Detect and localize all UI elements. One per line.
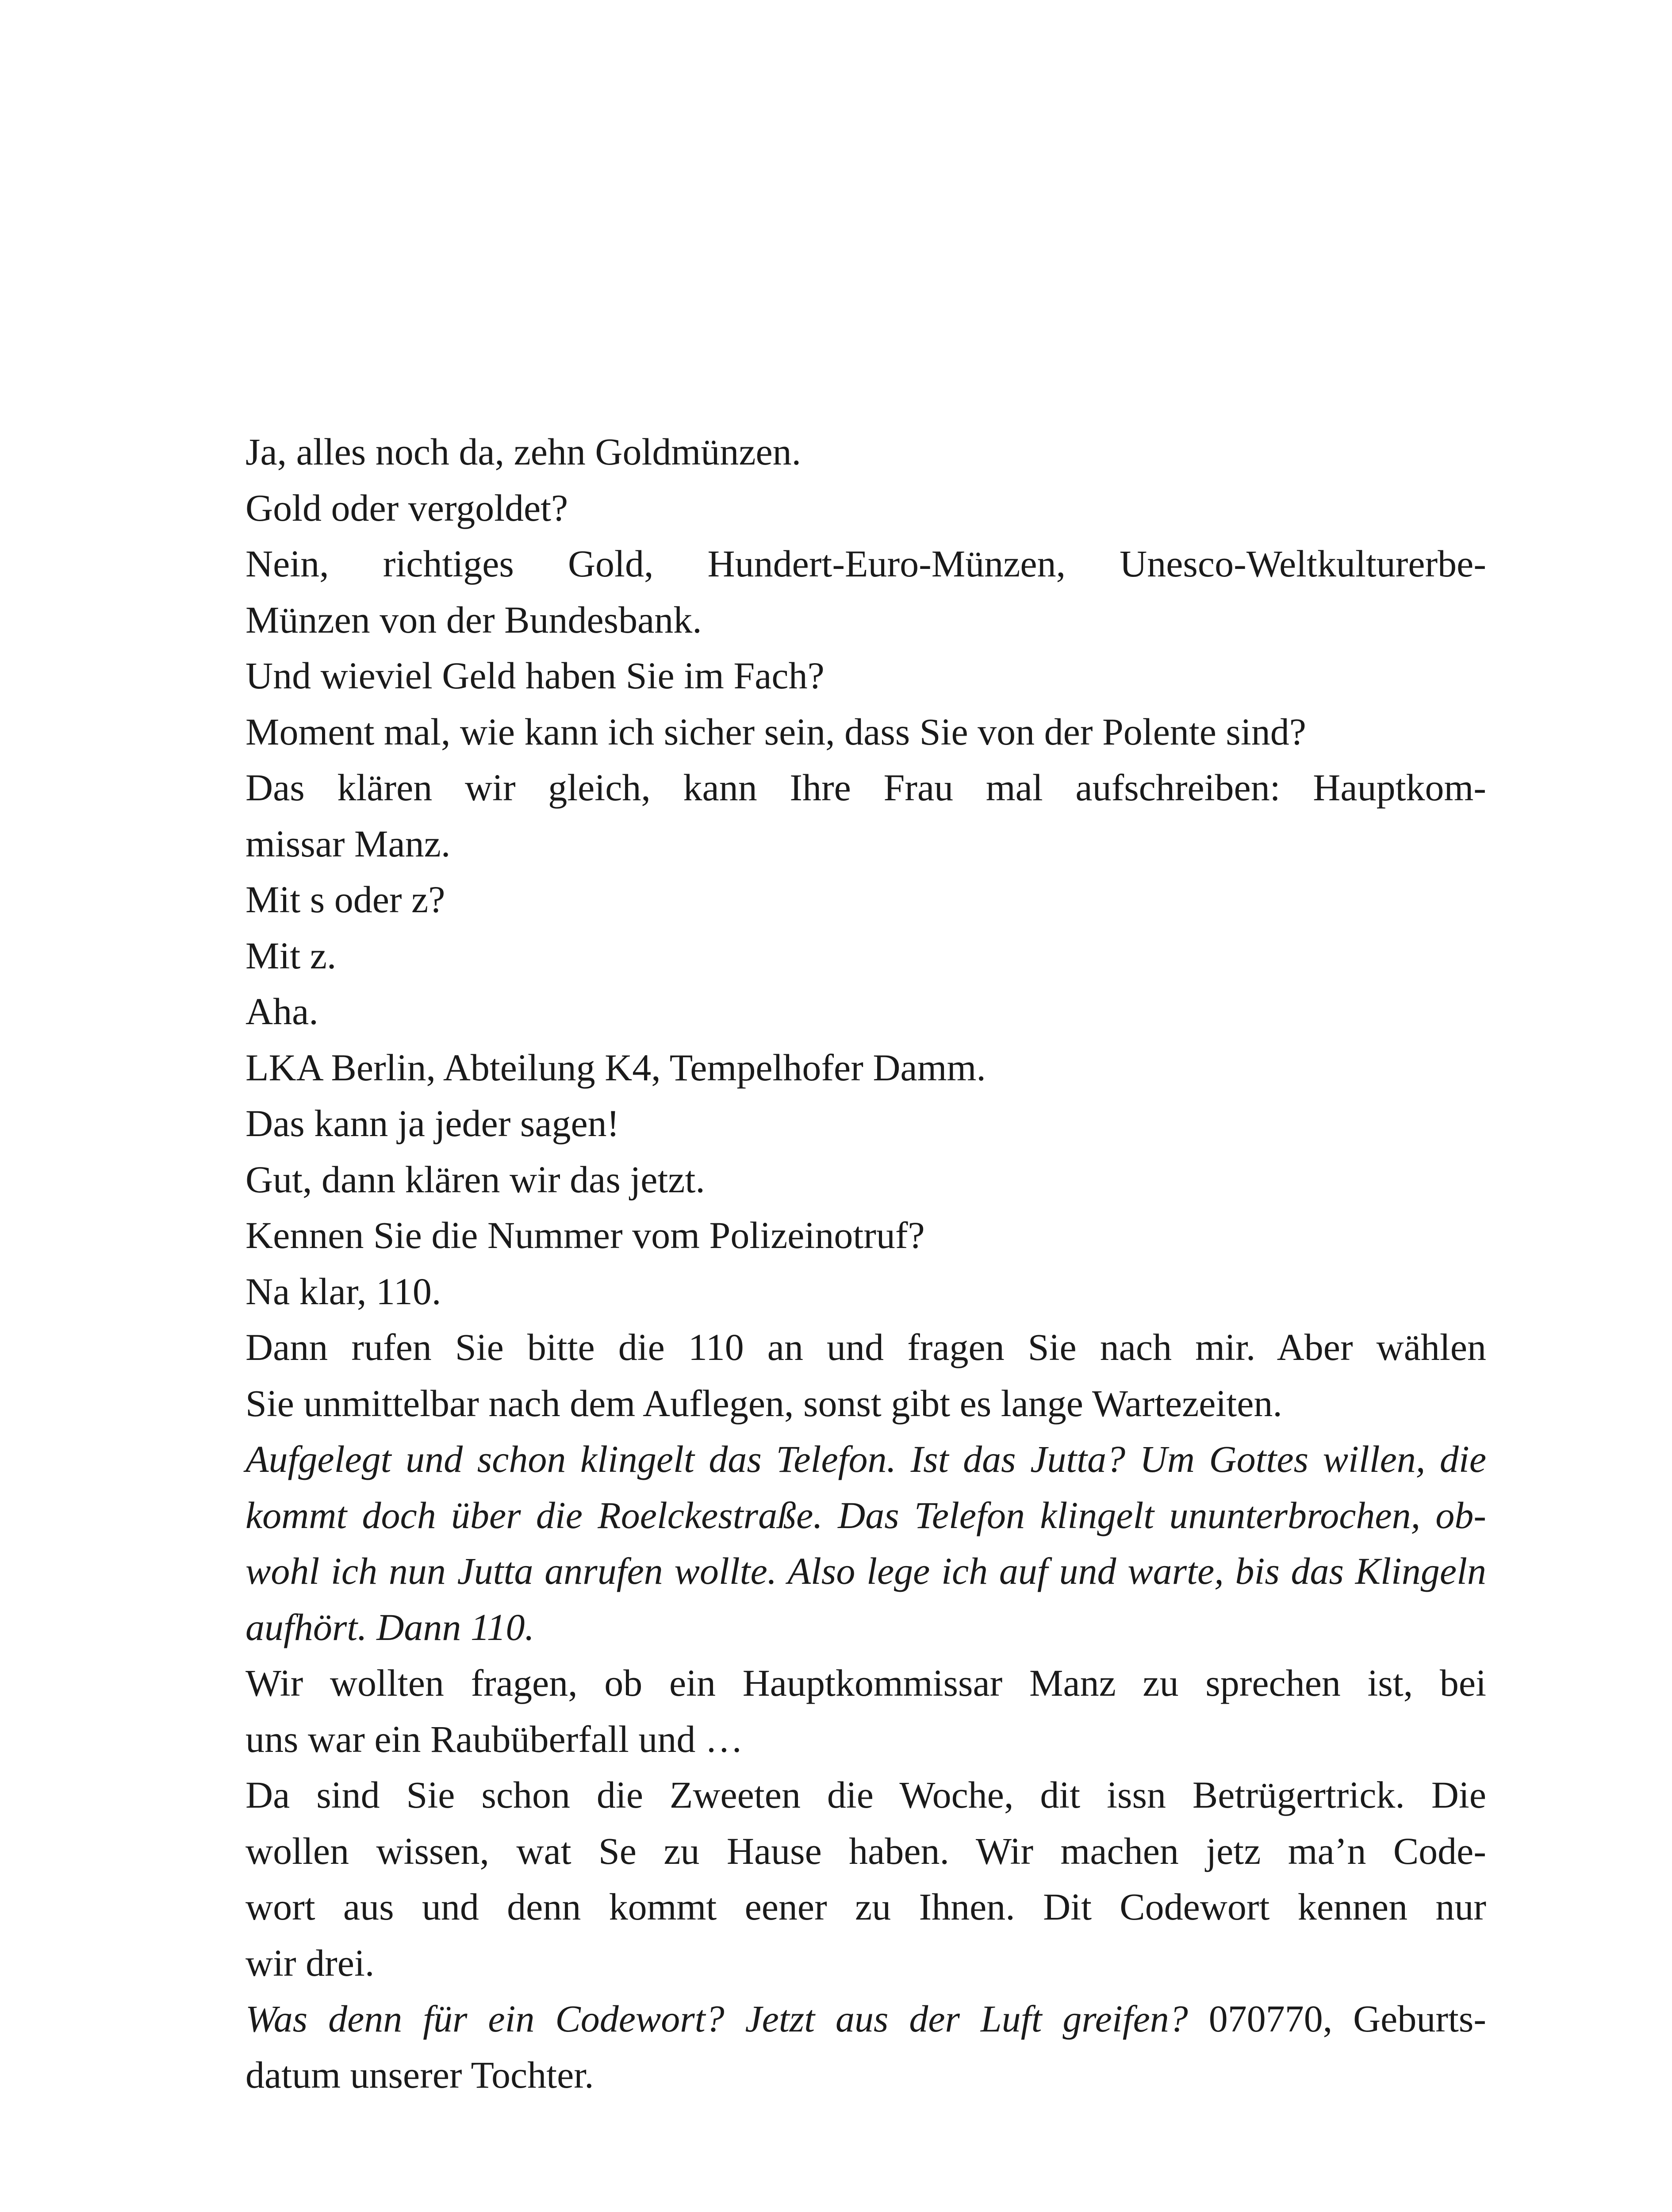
text-line: datum unserer Tochter. [245,2053,594,2096]
body-text [245,424,1486,2103]
regular-segment: 070770, Geburts- [1208,1997,1486,2040]
text-line: wollen wissen, wat Se zu Hause haben. Wir machen jetz ma’n Code- [245,1829,1486,1872]
text-line: Das klären wir gleich, kann Ihre Frau mal aufschreiben: Hauptkom- [245,766,1486,809]
text-line: wort aus und denn kommt eener zu Ihnen. Dit Codewort kennen nur [245,1886,1486,1928]
text-line: Mit s oder z? [245,878,445,921]
text-line: Aha. [245,990,318,1033]
italic-segment: Was denn für ein Codewort? Jetzt aus der Luft greifen? [245,1997,1188,2040]
text-line: Moment mal, wie kann ich sicher sein, dass Sie von der Polente sind? [245,710,1306,753]
italic-text-line: Aufgelegt und schon klingelt das Telefon. Ist das Jutta? Um Gottes willen, die [245,1438,1486,1480]
text-line: Gold oder vergoldet? [245,486,568,529]
text-line: Münzen von der Bundesbank. [245,598,702,641]
text-line: Kennen Sie die Nummer vom Polizeinotruf? [245,1214,925,1256]
text-line: Nein, richtiges Gold, Hundert-Euro-Münzen, Unesco-Weltkulturerbe- [245,542,1486,585]
text-line: wir drei. [245,1941,375,1984]
text-line: Gut, dann klären wir das jetzt. [245,1158,705,1201]
text-line: Das kann ja jeder sagen! [245,1102,620,1144]
italic-text-line: aufhört. Dann 110. [245,1605,534,1648]
italic-text-line: kommt doch über die Roelckestraße. Das Telefon klingelt ununterbrochen, ob- [245,1494,1486,1536]
text-line: Mit z. [245,934,337,977]
text-line: Da sind Sie schon die Zweeten die Woche, dit issn Betrügertrick. Die [245,1774,1486,1816]
text-line: Und wieviel Geld haben Sie im Fach? [245,654,824,697]
mixed-text-line [245,1991,1486,2047]
text-line: LKA Berlin, Abteilung K4, Tempelhofer Damm. [245,1046,986,1089]
text-line: Wir wollten fragen, ob ein Hauptkommissar Manz zu sprechen ist, bei [245,1662,1486,1704]
text-line: uns war ein Raubüberfall und … [245,1717,743,1760]
text-line: Dann rufen Sie bitte die 110 an und fragen Sie nach mir. Aber wählen [245,1326,1486,1368]
text-line: Sie unmittelbar nach dem Auflegen, sonst gibt es lange Wartezeiten. [245,1382,1282,1425]
italic-text-line: wohl ich nun Jutta anrufen wollte. Also lege ich auf und warte, bis das Klingeln [245,1550,1486,1592]
text-line: Ja, alles noch da, zehn Goldmünzen. [245,430,801,473]
text-line: Na klar, 110. [245,1270,441,1313]
text-line: missar Manz. [245,822,451,865]
